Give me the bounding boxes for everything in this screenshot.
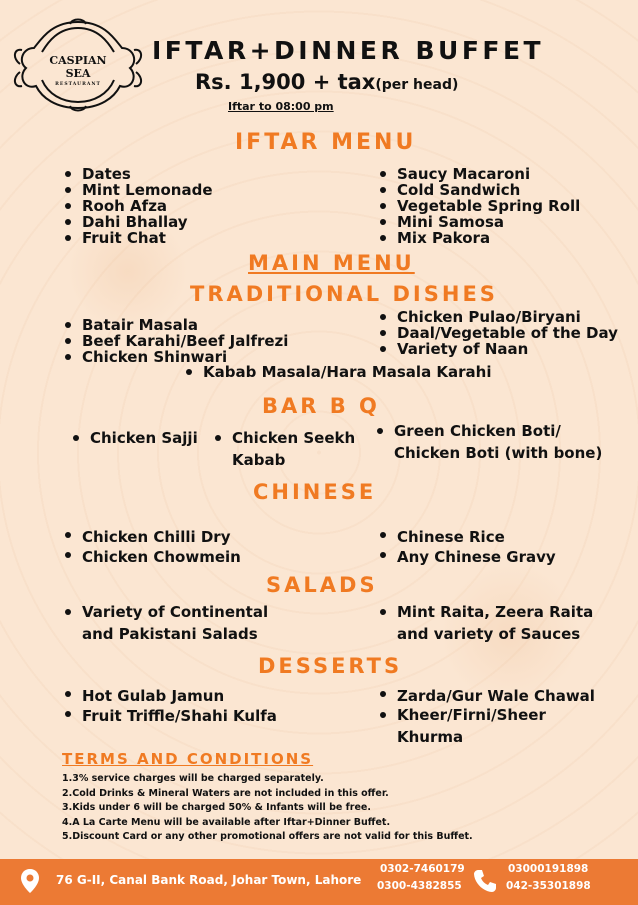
list-item: Chicken Seekh Kabab — [212, 427, 367, 471]
terms-item: 4.A La Carte Menu will be available after Iftar+Dinner Buffet. — [62, 816, 391, 828]
list-item: Mint Raita, Zeera Raita and variety of Sauces — [377, 601, 617, 645]
phone-number[interactable]: 0300-4382855 — [377, 880, 462, 892]
list-item: Cold Sandwich — [377, 182, 580, 198]
address-text: 76 G-II, Canal Bank Road, Johar Town, Lahore — [56, 873, 362, 887]
logo-line-1: CASPIAN — [49, 54, 107, 67]
logo-line-3: RESTAURANT — [55, 82, 101, 87]
terms-item: 5.Discount Card or any other promotional offers are not valid for this Buffet. — [62, 831, 473, 842]
phone-number[interactable]: 0302-7460179 — [380, 863, 465, 875]
bbq-list-1 — [70, 427, 210, 449]
list-item: Chinese Rice — [377, 527, 556, 547]
phone-number[interactable]: 03000191898 — [508, 863, 589, 875]
traditional-right-list — [377, 309, 618, 357]
list-item: Fruit Chat — [62, 230, 213, 246]
chinese-right-list — [377, 527, 556, 567]
price-value: Rs. 1,900 + tax — [195, 70, 376, 94]
list-item: Saucy Macaroni — [377, 166, 580, 182]
list-item: Variety of Naan — [377, 341, 618, 357]
phone-number[interactable]: 042-35301898 — [506, 880, 591, 892]
location-pin-icon — [20, 868, 40, 898]
list-item: Daal/Vegetable of the Day — [377, 325, 618, 341]
list-item: Variety of Continental and Pakistani Salads — [62, 601, 287, 645]
price-note: (per head) — [375, 77, 459, 93]
bbq-list-3 — [374, 420, 614, 464]
list-item: Chicken Sajji — [70, 427, 210, 449]
bbq-heading: BAR B Q — [262, 394, 380, 418]
desserts-left-list — [62, 686, 277, 726]
list-item: Beef Karahi/Beef Jalfrezi — [62, 333, 288, 349]
restaurant-logo — [12, 18, 144, 112]
salads-right-list — [377, 601, 617, 645]
list-item: Vegetable Spring Roll — [377, 198, 580, 214]
traditional-center-list — [183, 364, 492, 380]
traditional-left-list — [62, 317, 288, 365]
main-menu-heading: MAIN MENU — [248, 251, 415, 275]
list-item: Mix Pakora — [377, 230, 580, 246]
list-item: Chicken Chilli Dry — [62, 527, 241, 547]
logo-line-2: SEA — [65, 67, 91, 80]
terms-list — [62, 772, 473, 845]
list-item: Kheer/Firni/Sheer Khurma — [377, 704, 552, 748]
list-item: Zarda/Gur Wale Chawal — [377, 686, 595, 706]
terms-item: 1.3% service charges will be charged separately. — [62, 773, 324, 784]
list-item: Dahi Bhallay — [62, 214, 213, 230]
list-item: Chicken Chowmein — [62, 547, 241, 567]
iftar-left-list — [62, 166, 213, 246]
list-item: Dates — [62, 166, 213, 182]
bbq-list-2 — [212, 427, 367, 471]
phone-icon — [472, 868, 498, 898]
desserts-right-list-2 — [377, 704, 552, 748]
list-item: Chicken Shinwari — [62, 349, 288, 365]
salads-heading: SALADS — [266, 573, 378, 597]
list-item: Fruit Triffle/Shahi Kulfa — [62, 706, 277, 726]
list-item: Green Chicken Boti/ Chicken Boti (with bone) — [374, 420, 614, 464]
list-item: Batair Masala — [62, 317, 288, 333]
iftar-menu-heading: IFTAR MENU — [235, 130, 417, 155]
desserts-heading: DESSERTS — [258, 654, 403, 678]
salads-left-list — [62, 601, 287, 645]
desserts-right-list-1 — [377, 686, 595, 706]
list-item: Rooh Afza — [62, 198, 213, 214]
chinese-heading: CHINESE — [253, 480, 377, 504]
page-title: IFTAR+DINNER BUFFET — [152, 36, 545, 65]
chinese-left-list — [62, 527, 241, 567]
price-line — [195, 70, 458, 94]
terms-item: 3.Kids under 6 will be charged 50% & Infants will be free. — [62, 802, 371, 813]
terms-item: 2.Cold Drinks & Mineral Waters are not included in this offer. — [62, 787, 389, 799]
timing-note: Iftar to 08:00 pm — [228, 100, 334, 113]
list-item: Hot Gulab Jamun — [62, 686, 277, 706]
traditional-dishes-heading: TRADITIONAL DISHES — [190, 282, 498, 306]
terms-heading: TERMS AND CONDITIONS — [62, 750, 314, 768]
list-item: Mint Lemonade — [62, 182, 213, 198]
list-item: Chicken Pulao/Biryani — [377, 309, 618, 325]
footer-bar — [0, 859, 638, 905]
iftar-right-list — [377, 166, 580, 246]
list-item: Kabab Masala/Hara Masala Karahi — [183, 364, 492, 380]
list-item: Any Chinese Gravy — [377, 547, 556, 567]
list-item: Mini Samosa — [377, 214, 580, 230]
